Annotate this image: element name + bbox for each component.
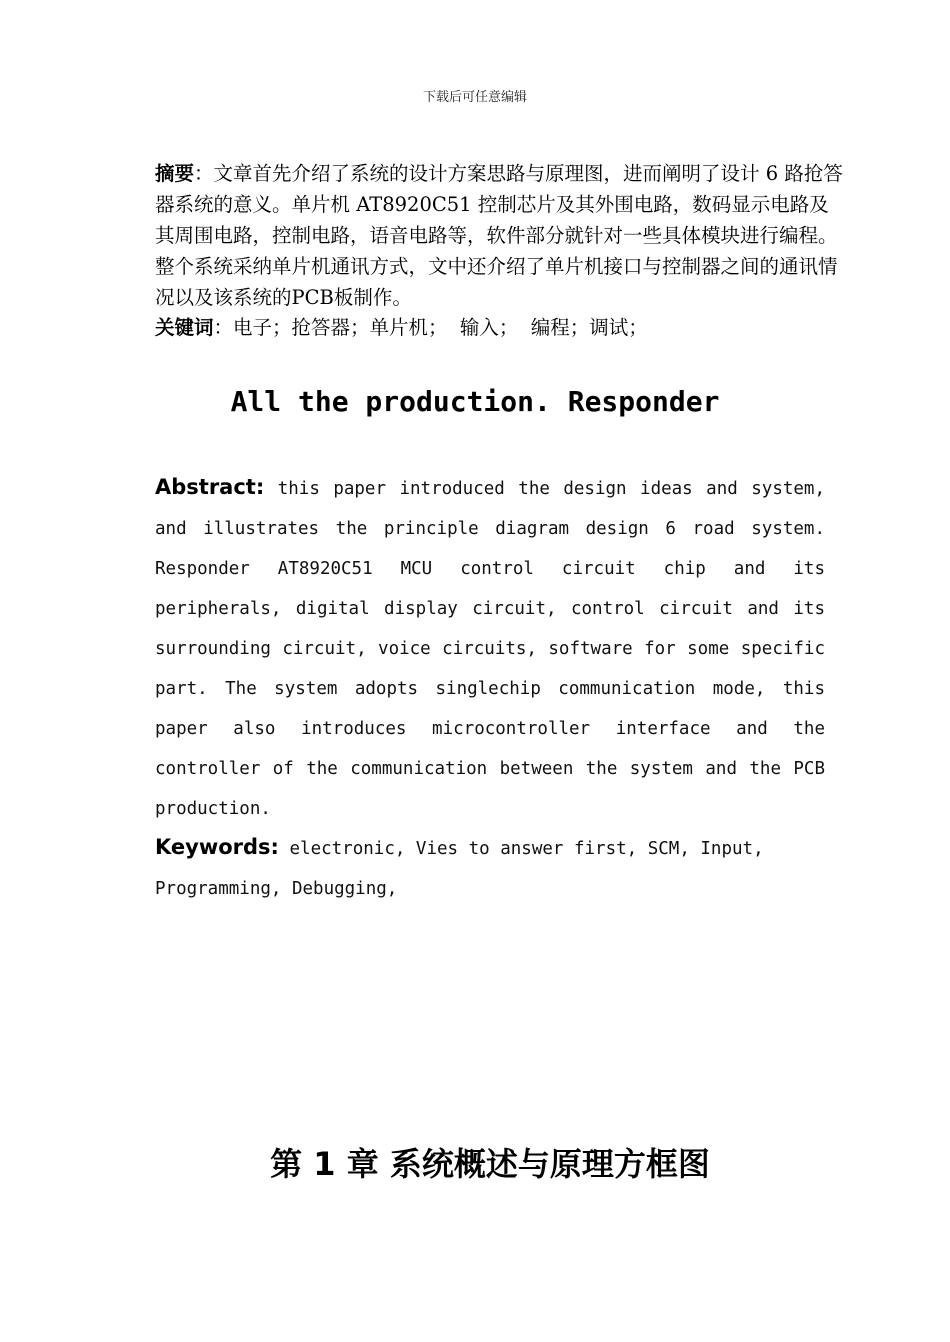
chinese-abstract-text: 文章首先介绍了系统的设计方案思路与原理图，进而阐明了设计 6 路抢答器系统的意义。单片机 AT8920C51 控制芯片及其外围电路，数码显示电路及其周围电路，控制电路，语音电路等，软件部分就针对一些具体模块进行编程。整个系统采纳单片机通讯方式，文中还介绍了单片机接口与控制器之间的通讯情况以及该系统的PCB板制作。 [155, 162, 843, 309]
english-title: All the production. Responder [230, 385, 720, 418]
english-abstract [155, 467, 825, 829]
chapter-title: 第 1 章 系统概述与原理方框图 [270, 1145, 710, 1183]
english-keywords [155, 827, 825, 909]
english-abstract-text: this paper introduced the design ideas and system, and illustrates the principle diagram design 6 road system. Responder AT8920C51 MCU control circuit chip and its peripherals, digital display circuit, control circuit and its surrounding circuit, voice circuits, software for some specific part. The system adopts singlechip communication mode, this paper also introduces microcontroller interface and the controller of the communication between the system and the PCB production. [155, 479, 825, 819]
english-abstract-label: Abstract: [155, 475, 265, 499]
chinese-abstract-separator: ： [194, 162, 214, 185]
english-keywords-label: Keywords: [155, 835, 279, 859]
chinese-abstract [155, 158, 845, 313]
chinese-keywords-label: 关键词 [155, 316, 214, 339]
page-header-note: 下载后可任意编辑 [422, 90, 527, 105]
chinese-keywords [155, 312, 845, 343]
chinese-abstract-label: 摘要 [155, 162, 195, 185]
chinese-keywords-text: ：电子；抢答器；单片机； 输入； 编程；调试； [213, 316, 648, 339]
english-keywords-text: electronic, Vies to answer first, SCM, Input, Programming, Debugging, [155, 839, 764, 899]
